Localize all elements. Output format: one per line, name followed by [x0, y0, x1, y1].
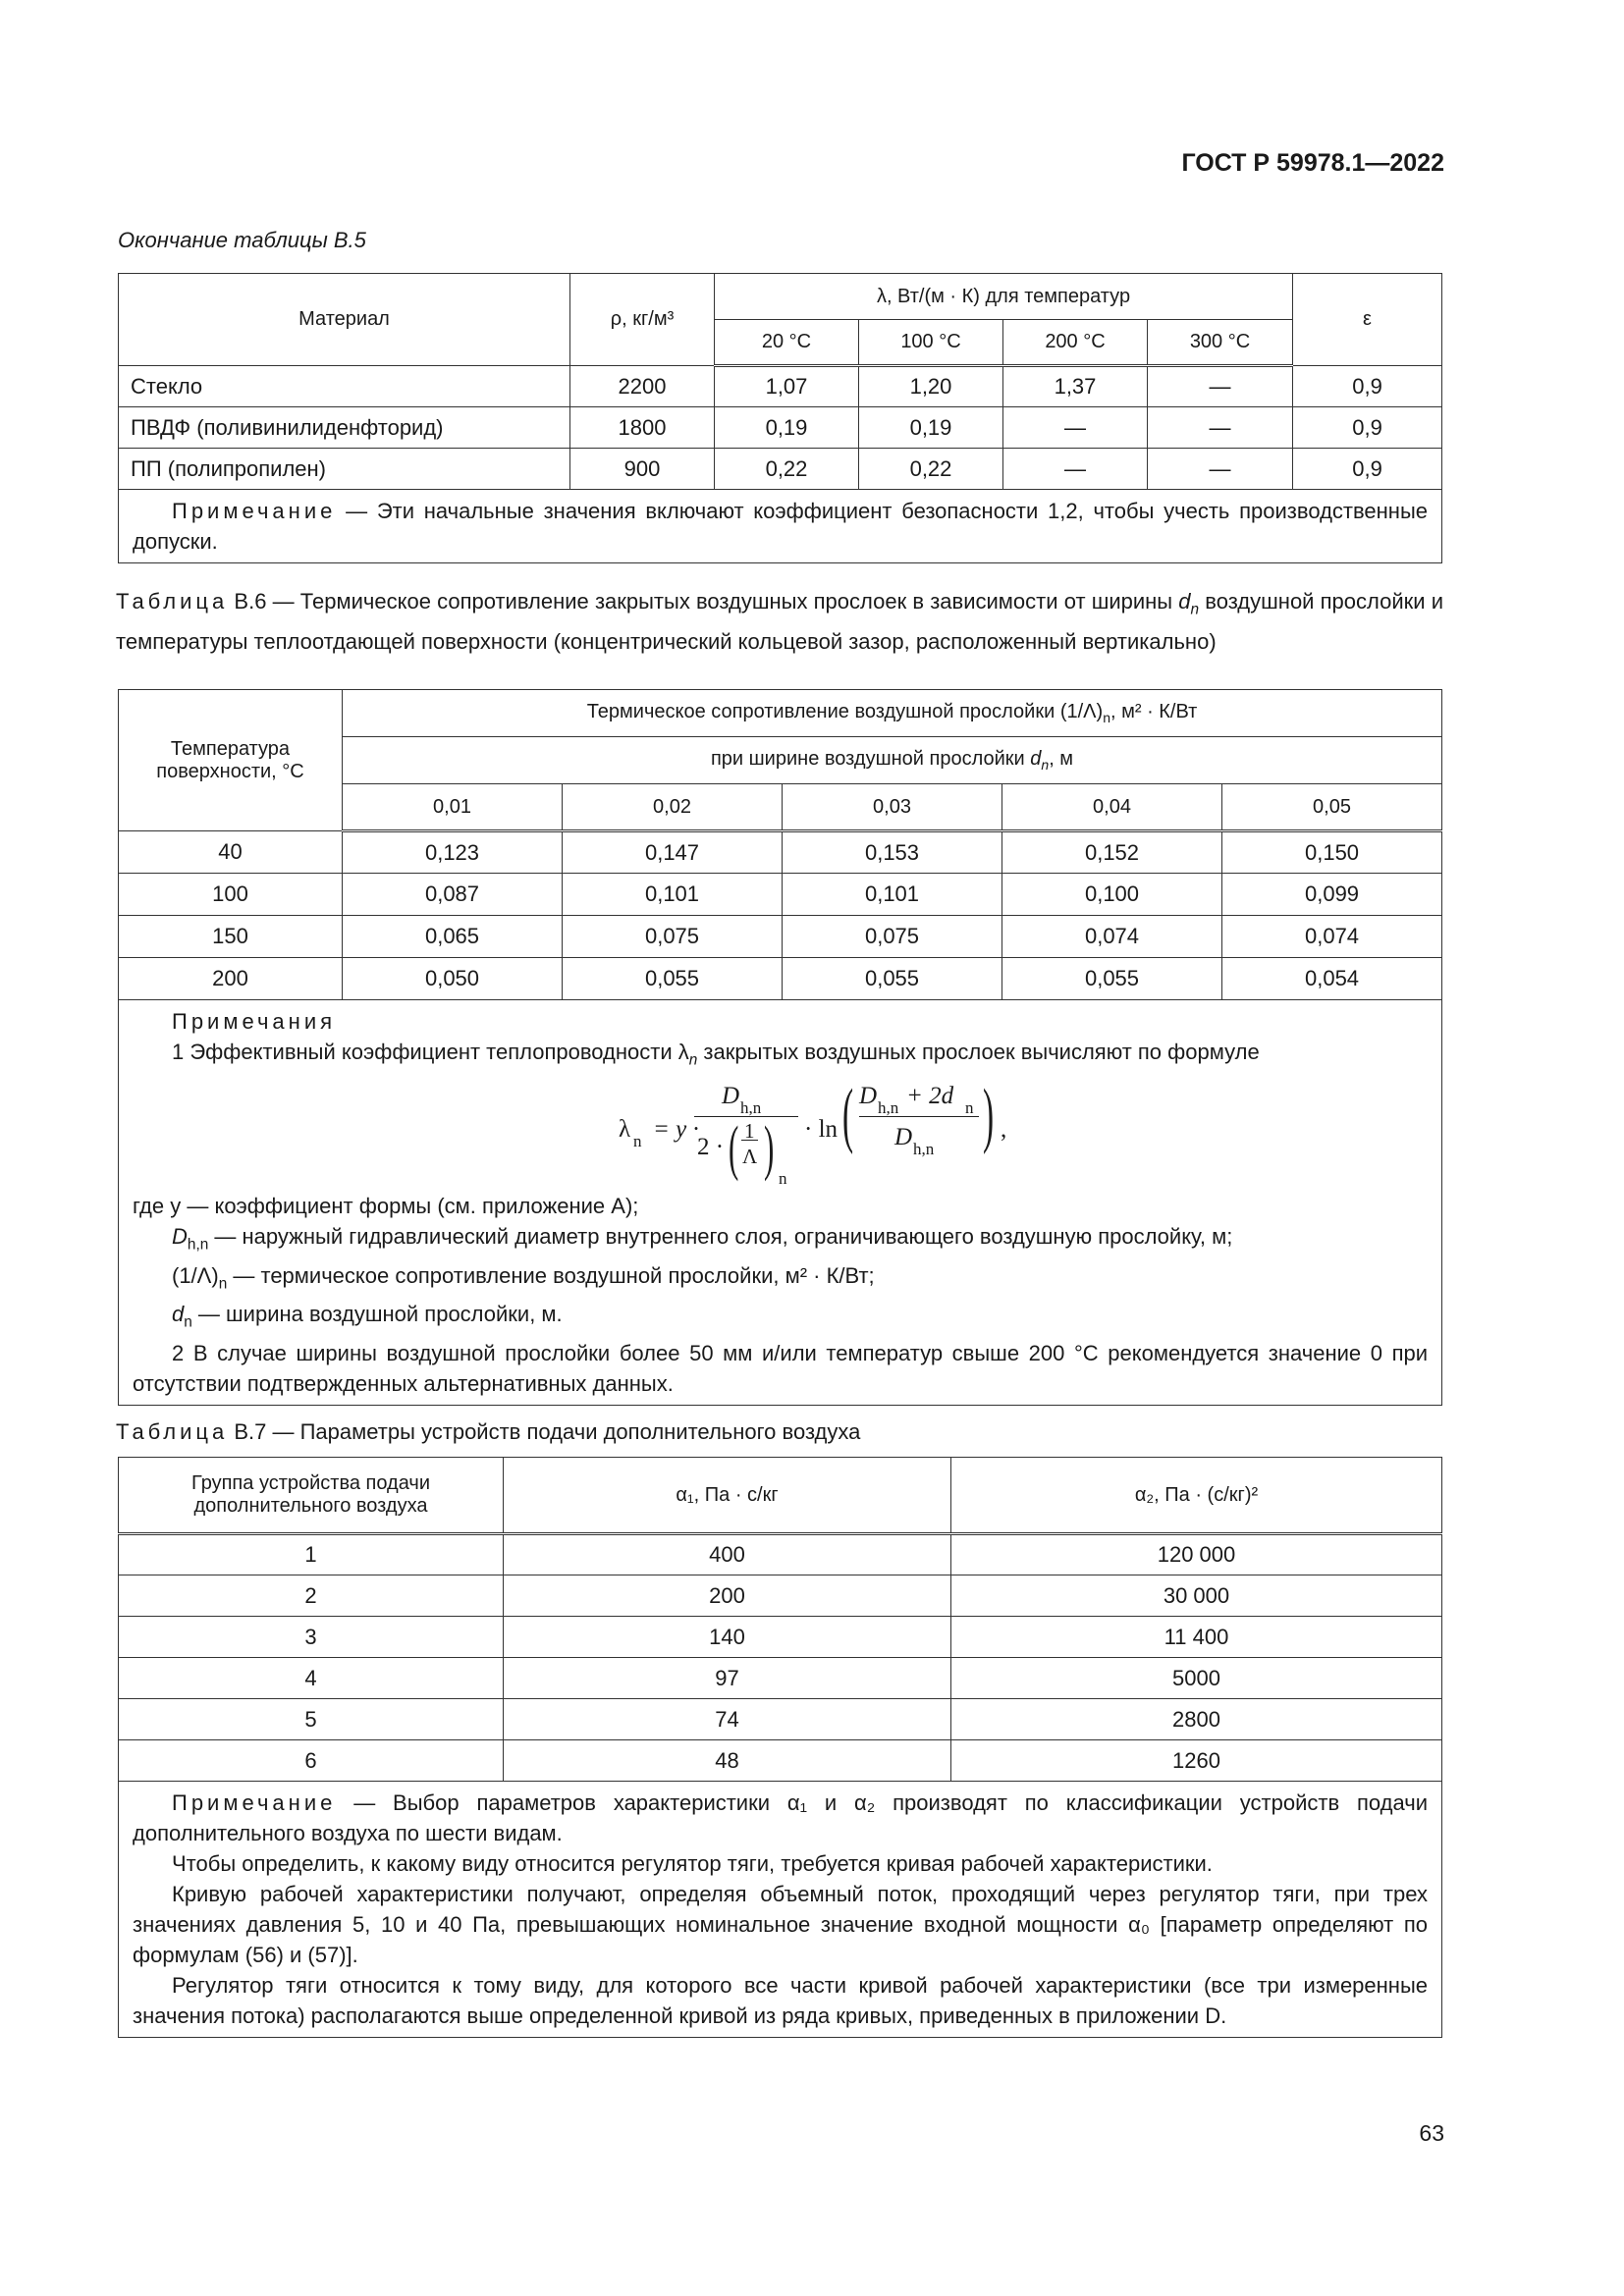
notes-label: Примечания	[172, 1009, 337, 1034]
table-row	[119, 1534, 1442, 1575]
cell: 200	[504, 1575, 951, 1617]
col-width-value: 0,02	[563, 784, 783, 831]
cell: —	[1148, 449, 1293, 490]
caption-num: В.6	[228, 589, 267, 614]
caption-label: Таблица	[116, 1419, 229, 1444]
table-row	[119, 1575, 1442, 1617]
cell: 97	[504, 1658, 951, 1699]
col-resistance: Термическое сопротивление воздушной прослойки $(1/\Lambda)_n$, м² · К/Вт	[343, 690, 1442, 737]
table-row	[119, 958, 1442, 1000]
cell: 0,150	[1222, 831, 1442, 874]
table-row	[119, 1617, 1442, 1658]
cell: 0,055	[563, 958, 783, 1000]
cell: 1	[119, 1534, 504, 1575]
col-alpha1: α₁, Па · с/кг	[504, 1458, 951, 1534]
cell: 200	[119, 958, 343, 1000]
col-density: ρ, кг/м³	[570, 274, 715, 366]
cell: 0,101	[783, 874, 1002, 916]
cell: 2	[119, 1575, 504, 1617]
cell: ПП (полипропилен)	[119, 449, 570, 490]
col-lambda: λ, Вт/(м · К) для температур	[715, 274, 1293, 320]
caption-text: В.7 — Параметры устройств подачи дополнительного воздуха	[228, 1419, 861, 1444]
cell: 0,19	[859, 407, 1003, 449]
cell: 6	[119, 1740, 504, 1782]
cell: —	[1003, 449, 1148, 490]
table-row	[119, 1699, 1442, 1740]
cell: 0,099	[1222, 874, 1442, 916]
table-b6-caption	[116, 585, 1443, 658]
where-resistance: $(1/\Lambda)_n$ — термическое сопротивление воздушной прослойки, м² · К/Вт;	[172, 1262, 875, 1293]
note-1: 1 Эффективный коэффициент теплопроводности $\lambda_n$ закрытых воздушных прослоек вычисляют по формуле	[172, 1040, 1260, 1069]
table-row	[119, 874, 1442, 916]
cell: Стекло	[119, 366, 570, 407]
cell: 2800	[951, 1699, 1442, 1740]
cell: 11 400	[951, 1617, 1442, 1658]
table-row	[119, 407, 1442, 449]
caption-text: — Термическое сопротивление закрытых воздушных прослоек в зависимости от ширины	[266, 589, 1179, 614]
cell: 1,07	[715, 366, 859, 407]
cell: 0,055	[783, 958, 1002, 1000]
table-b7-note	[119, 1782, 1442, 2038]
cell: 0,9	[1293, 366, 1442, 407]
col-width-value: 0,04	[1002, 784, 1222, 831]
cell: 0,075	[783, 916, 1002, 958]
table-b5-caption: Окончание таблицы В.5	[118, 228, 366, 252]
cell: 0,075	[563, 916, 783, 958]
formula-lambda-n: λ n = y · D h,n 2 · ( 1 Λ ) n · ln ( D h,n + 2d n D h,n ) ,	[619, 1075, 1007, 1189]
note-text: — Эти начальные значения включают коэффициент безопасности 1,2, чтобы учесть производственные допуски.	[133, 499, 1429, 554]
cell: 74	[504, 1699, 951, 1740]
cell: 0,152	[1002, 831, 1222, 874]
col-width-value: 0,03	[783, 784, 1002, 831]
cell: —	[1148, 366, 1293, 407]
caption-label: Таблица	[116, 589, 229, 614]
table-row	[119, 449, 1442, 490]
page-number: 63	[1419, 2120, 1444, 2146]
col-width: при ширине воздушной прослойки $d_n$, м	[343, 737, 1442, 784]
table-b6-notes	[119, 1000, 1442, 1406]
cell: —	[1148, 407, 1293, 449]
cell: 2200	[570, 366, 715, 407]
col-group: Группа устройства подачи дополнительного воздуха	[119, 1458, 504, 1534]
cell: 0,055	[1002, 958, 1222, 1000]
cell: 0,065	[343, 916, 563, 958]
note-paragraph: Чтобы определить, к какому виду относится регулятор тяги, требуется кривая рабочей характеристики.	[172, 1851, 1213, 1876]
cell: 0,100	[1002, 874, 1222, 916]
col-emissivity: ε	[1293, 274, 1442, 366]
cell: 4	[119, 1658, 504, 1699]
cell: 3	[119, 1617, 504, 1658]
note-label: Примечание	[172, 499, 337, 523]
cell: 0,153	[783, 831, 1002, 874]
cell: 0,9	[1293, 449, 1442, 490]
cell: 0,087	[343, 874, 563, 916]
note-text: — Выбор параметров характеристики α₁ и α₂ производят по классификации устройств подачи дополнительного воздуха по шести видам.	[133, 1790, 1428, 1845]
cell: 1,20	[859, 366, 1003, 407]
caption-symbol-sub: n	[1190, 601, 1200, 618]
cell: 48	[504, 1740, 951, 1782]
cell: 0,123	[343, 831, 563, 874]
cell: ПВДФ (поливинилиденфторид)	[119, 407, 570, 449]
cell: 150	[119, 916, 343, 958]
cell: 30 000	[951, 1575, 1442, 1617]
col-temp: 300 °C	[1148, 320, 1293, 366]
where-width: $d_n$ — ширина воздушной прослойки, м.	[172, 1302, 563, 1331]
cell: 400	[504, 1534, 951, 1575]
cell: 0,101	[563, 874, 783, 916]
col-temp: 200 °C	[1003, 320, 1148, 366]
note-2: 2 В случае ширины воздушной прослойки более 50 мм и/или температур свыше 200 °С рекомендуется значение 0 при отсутствии подтвержденных альтернативных данных.	[133, 1340, 1429, 1396]
col-temp: 100 °C	[859, 320, 1003, 366]
cell: 5	[119, 1699, 504, 1740]
table-row	[119, 916, 1442, 958]
caption-symbol: d	[1178, 589, 1191, 614]
table-b6	[118, 689, 1442, 1406]
cell: 0,147	[563, 831, 783, 874]
standard-header: ГОСТ Р 59978.1—2022	[1181, 149, 1444, 177]
cell: 120 000	[951, 1534, 1442, 1575]
cell: 0,22	[859, 449, 1003, 490]
note-paragraph: Регулятор тяги относится к тому виду, для которого все части кривой рабочей характеристики (все три измеренные значения потока) располагаются выше определенной кривой из ряда кривых, приведенных в приложении D.	[133, 1973, 1428, 2028]
caption-text: воздушной прослойки и температуры теплоотдающей поверхности (концентрический кольцевой зазор, расположенный вертикально)	[116, 589, 1443, 655]
table-b7-caption	[116, 1415, 1443, 1448]
col-alpha2: α₂, Па · (с/кг)²	[951, 1458, 1442, 1534]
note-paragraph: Кривую рабочей характеристики получают, определяя объемный поток, проходящий через регулятор тяги, при трех значениях давления 5, 10 и 40 Па, превышающих номинальное значение входной мощности α₀ [параметр определяют по формулам (56) и (57)].	[133, 1882, 1428, 1967]
table-b7	[118, 1457, 1442, 2038]
cell: 900	[570, 449, 715, 490]
col-width-value: 0,05	[1222, 784, 1442, 831]
table-row	[119, 1740, 1442, 1782]
cell: —	[1003, 407, 1148, 449]
cell: 0,074	[1222, 916, 1442, 958]
col-temperature: Температура поверхности, °С	[119, 690, 343, 831]
cell: 140	[504, 1617, 951, 1658]
cell: 0,9	[1293, 407, 1442, 449]
table-row	[119, 1658, 1442, 1699]
col-material: Материал	[119, 274, 570, 366]
cell: 0,054	[1222, 958, 1442, 1000]
col-temp: 20 °C	[715, 320, 859, 366]
cell: 1,37	[1003, 366, 1148, 407]
cell: 1260	[951, 1740, 1442, 1782]
cell: 5000	[951, 1658, 1442, 1699]
col-width-value: 0,01	[343, 784, 563, 831]
cell: 0,074	[1002, 916, 1222, 958]
cell: 100	[119, 874, 343, 916]
cell: 0,19	[715, 407, 859, 449]
table-b5	[118, 273, 1442, 563]
table-row	[119, 831, 1442, 874]
cell: 1800	[570, 407, 715, 449]
table-b5-note	[119, 490, 1442, 563]
cell: 0,22	[715, 449, 859, 490]
where-d: $D_{h,n}$ — наружный гидравлический диаметр внутреннего слоя, ограничивающего воздушную прослойку, м;	[172, 1224, 1233, 1254]
cell: 40	[119, 831, 343, 874]
cell: 0,050	[343, 958, 563, 1000]
note-label: Примечание	[172, 1790, 337, 1815]
table-row	[119, 366, 1442, 407]
where-y: где y — коэффициент формы (см. приложение А);	[133, 1194, 639, 1219]
